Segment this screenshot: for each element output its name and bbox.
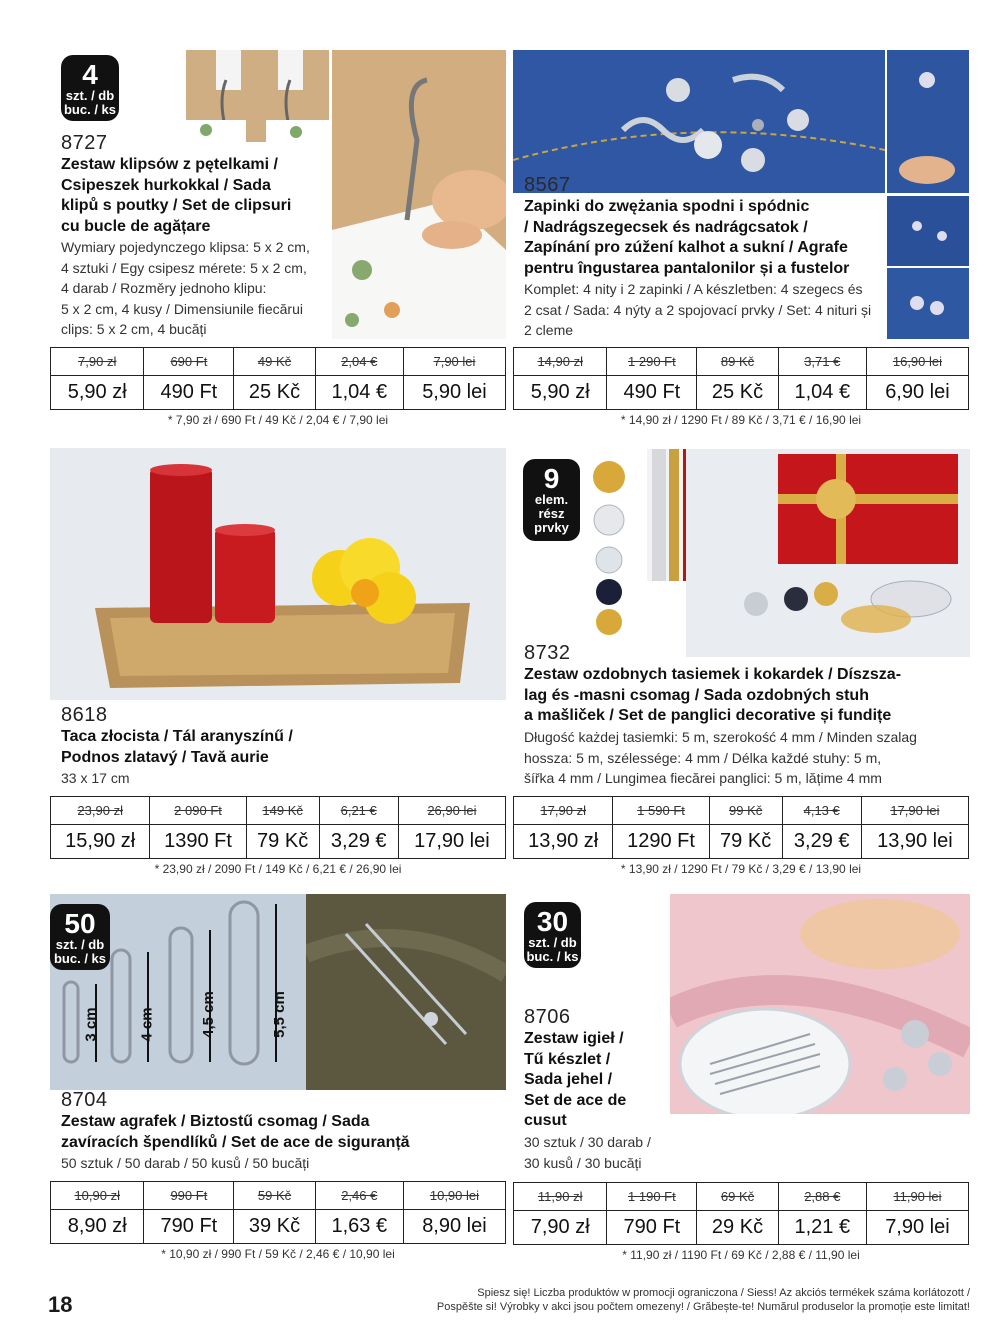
- price-note: * 13,90 zł / 1290 Ft / 79 Kč / 3,29 € / 13,90 lei: [620, 862, 862, 876]
- product-description: 30 sztuk / 30 darab / 30 kusů / 30 bucăți: [524, 1134, 651, 1171]
- quantity-badge: 4 szt. / db buc. / ks: [61, 55, 119, 121]
- page-number: 18: [48, 1292, 73, 1317]
- old-price-row: 17,90 zł 1 590 Ft 99 Kč 4,13 € 17,90 lei: [514, 797, 969, 825]
- product-description: 33 x 17 cm: [61, 770, 130, 786]
- quantity-badge: 50 szt. / db buc. / ks: [50, 904, 110, 970]
- denim-detail-2: [887, 196, 969, 266]
- old-price-row: 11,90 zł 1 190 Ft 69 Kč 2,88 € 11,90 lei: [514, 1183, 969, 1211]
- new-price-row: 5,90 zł 490 Ft 25 Kč 1,04 € 6,90 lei: [514, 376, 969, 410]
- product-title: Zestaw klipsów z pętelkami / Csipeszek hurkokkal / Sada klipů s poutky / Set de clipsuri cu bucle de agățare: [61, 156, 292, 235]
- product-title: Zestaw agrafek / Biztostű csomag / Sada zavíracích špendlíků / Set de ace de siguranță: [61, 1113, 410, 1151]
- new-price-row: 8,90 zł 790 Ft 39 Kč 1,63 € 8,90 lei: [51, 1210, 506, 1244]
- price-table: [50, 796, 506, 859]
- denim-photo: [513, 50, 885, 193]
- pin-size-label: 5,5 cm: [270, 991, 288, 1038]
- tray-photo: [50, 448, 506, 700]
- price-table: [513, 796, 969, 859]
- product-code: 8567: [524, 174, 571, 196]
- footer-disclaimer: Spiesz się! Liczba produktów w promocji ograniczona / Siess! Az akciós termékek száma korlátozott / Pospěšte si! Výrobky v akci jsou počtem omezeny! / Grăbește-te! Numărul produselor la promoție este limitat!: [436, 1287, 970, 1313]
- quantity-badge: 9 elem. rész prvky: [523, 459, 580, 541]
- pin-size-label: 4 cm: [138, 1007, 156, 1042]
- product-title: Zestaw ozdobnych tasiemek i kokardek / Díszsza- lag és -masni csomag / Sada ozdobných stuh a mašliček / Set de panglici decorative și fundițe: [524, 666, 902, 724]
- product-description: Komplet: 4 nity i 2 zapinki / A készletben: 4 szegecs és 2 csat / Sada: 4 nýty a 2 spojovací prvky / Set: 4 nituri și 2 cleme: [524, 281, 872, 338]
- price-table: [50, 347, 506, 410]
- price-note: * 7,90 zł / 690 Ft / 49 Kč / 2,04 € / 7,90 lei: [167, 413, 389, 427]
- pin-size-label: 4,5 cm: [199, 991, 217, 1038]
- clip-photo-small: [186, 50, 329, 142]
- old-price-row: 10,90 zł 990 Ft 59 Kč 2,46 € 10,90 lei: [51, 1182, 506, 1210]
- product-code: 8706: [524, 1006, 571, 1028]
- old-price-row: 23,90 zł 2 090 Ft 149 Kč 6,21 € 26,90 lei: [51, 797, 506, 825]
- quantity-badge: 30 szt. / db buc. / ks: [524, 902, 581, 968]
- product-code: 8618: [61, 704, 108, 726]
- clip-photo-hand: [332, 50, 506, 339]
- product-code: 8704: [61, 1089, 108, 1111]
- needles-photo: [670, 894, 970, 1114]
- product-code: 8727: [61, 132, 108, 154]
- old-price-row: 14,90 zł 1 290 Ft 89 Kč 3,71 € 16,90 lei: [514, 348, 969, 376]
- price-table: [50, 1181, 506, 1244]
- fabric-pin-photo: [306, 894, 506, 1090]
- new-price-row: 5,90 zł 490 Ft 25 Kč 1,04 € 5,90 lei: [51, 376, 506, 410]
- gift-box-photo: [686, 449, 970, 657]
- price-table: [513, 347, 969, 410]
- price-note: * 11,90 zł / 1190 Ft / 69 Kč / 2,88 € / 11,90 lei: [622, 1248, 860, 1262]
- pin-size-label: 3 cm: [82, 1007, 100, 1042]
- bows-photo: [582, 452, 637, 640]
- product-description: Wymiary pojedynczego klipsa: 5 x 2 cm, 4 sztuki / Egy csipesz mérete: 5 x 2 cm, 4 darab / Rozměry jednoho klipu: 5 x 2 cm, 4 kusy / Dimensiunile fiecărui clips: 5 x 2 cm, 4 bucăți: [61, 239, 310, 337]
- price-note: * 10,90 zł / 990 Ft / 59 Kč / 2,46 € / 10,90 lei: [161, 1247, 395, 1261]
- product-code: 8732: [524, 642, 571, 664]
- price-note: * 14,90 zł / 1290 Ft / 89 Kč / 3,71 € / 16,90 lei: [620, 413, 862, 427]
- new-price-row: 7,90 zł 790 Ft 29 Kč 1,21 € 7,90 lei: [514, 1211, 969, 1245]
- new-price-row: 15,90 zł 1390 Ft 79 Kč 3,29 € 17,90 lei: [51, 825, 506, 859]
- price-table: [513, 1182, 969, 1245]
- product-description: Długość każdej tasiemki: 5 m, szerokość 4 mm / Minden szalag hossza: 5 m, szélessége: 4 mm / Délka každé stuhy: 5 m, šířka 4 mm / Lungimea fiecărei panglici: 5 m, lățime 4 mm: [524, 729, 917, 786]
- product-title: Zapinki do zwężania spodni i spódnic / Nadrágszegecsek és nadrágcsatok / Zapínání pro zúžení kalhot a sukní / Agrafe pentru îngustarea pantalonilor și a fustelor: [524, 198, 850, 277]
- denim-detail-3: [887, 268, 969, 339]
- denim-detail-1: [887, 50, 969, 193]
- new-price-row: 13,90 zł 1290 Ft 79 Kč 3,29 € 13,90 lei: [514, 825, 969, 859]
- product-title: Taca złocista / Tál aranyszínű / Podnos zlatavý / Tavă aurie: [61, 728, 293, 766]
- old-price-row: 7,90 zł 690 Ft 49 Kč 2,04 € 7,90 lei: [51, 348, 506, 376]
- product-title: Zestaw igieł / Tű készlet / Sada jehel / Set de ace de cusut: [524, 1030, 627, 1129]
- price-note: * 23,90 zł / 2090 Ft / 149 Kč / 6,21 € / 26,90 lei: [154, 862, 402, 876]
- product-description: 50 sztuk / 50 darab / 50 kusů / 50 bucăți: [61, 1155, 310, 1171]
